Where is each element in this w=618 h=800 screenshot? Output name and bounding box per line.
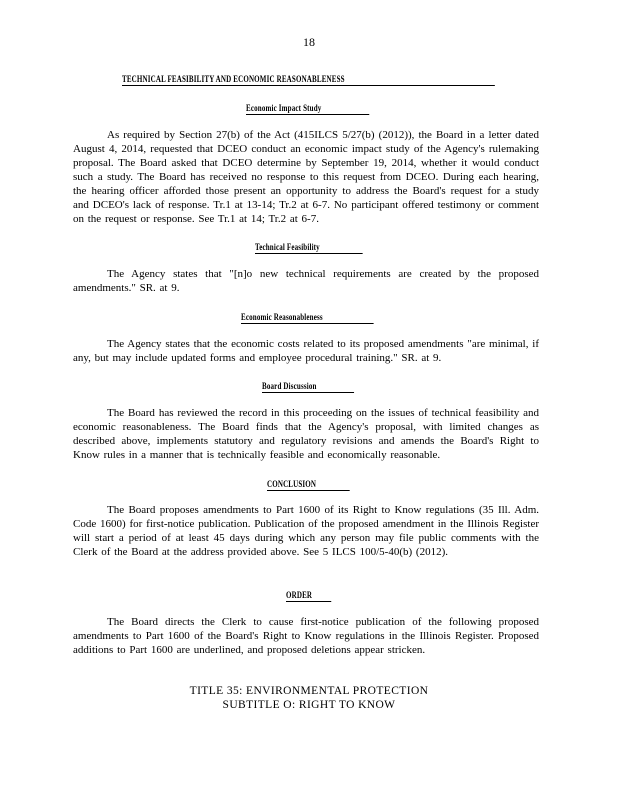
economic-reasonableness-heading: Economic Reasonableness (241, 312, 374, 324)
conclusion-heading: CONCLUSION (267, 479, 350, 491)
economic-impact-heading: Economic Impact Study (246, 103, 369, 115)
order-heading: ORDER (286, 590, 331, 602)
order-paragraph: The Board directs the Clerk to cause first-notice publication of the following proposed amendments to Part 1600 of the Board's Right to Know regulations in the Illinois Register. Proposed additions to Part 1600 are underlined, and proposed deletions appear stricken. (73, 616, 539, 656)
main-heading: TECHNICAL FEASIBILITY AND ECONOMIC REASONABLENESS (122, 74, 495, 86)
technical-feasibility-paragraph: The Agency states that "[n]o new technical requirements are created by the proposed amendments." SR. at 9. (73, 268, 539, 294)
title-line-1: TITLE 35: ENVIRONMENTAL PROTECTION (189, 685, 429, 697)
page-number: 18 (303, 35, 315, 49)
economic-impact-paragraph: As required by Section 27(b) of the Act (415ILCS 5/27(b) (2012)), the Board in a letter dated August 4, 2014, requested that DCEO conduct an economic impact study of the Agency's rulemaking proposal. The Board asked that DCEO determine by September 19, 2014, whether it would conduct such a study. The Board has received no response to this request from DCEO. During each hearing, the hearing officer afforded those present an opportunity to address the Board's request for a study and DCEO's lack of response. Tr.1 at 13-14; Tr.2 at 6-7. No participant offered testimony or comment on the request or response. See Tr.1 at 14; Tr.2 at 6-7. (73, 129, 539, 225)
economic-reasonableness-paragraph: The Agency states that the economic costs related to its proposed amendments "are minimal, if any, but may include updated forms and employee procedural training." SR. at 9. (73, 338, 539, 364)
board-discussion-heading: Board Discussion (262, 381, 354, 393)
board-discussion-paragraph: The Board has reviewed the record in this proceeding on the issues of technical feasibility and economic reasonableness. The Board finds that the Agency's proposal, with limited changes as described above, implements statutory and regulatory revisions and amends the Board's Right to Know rules in a manner that is technically feasible and economically reasonable. (73, 407, 539, 461)
title-line-2: SUBTITLE O: RIGHT TO KNOW (222, 699, 396, 711)
title-block (0, 684, 618, 712)
technical-feasibility-heading: Technical Feasibility (255, 242, 363, 254)
conclusion-paragraph: The Board proposes amendments to Part 1600 of its Right to Know regulations (35 Ill. Adm. Code 1600) for first-notice publication. Publication of the proposed amendment in the Illinois Register will start a period of at least 45 days during which any person may file public comments with the Clerk of the Board at the address provided above. See 5 ILCS 100/5-40(b) (2012). (73, 504, 539, 558)
